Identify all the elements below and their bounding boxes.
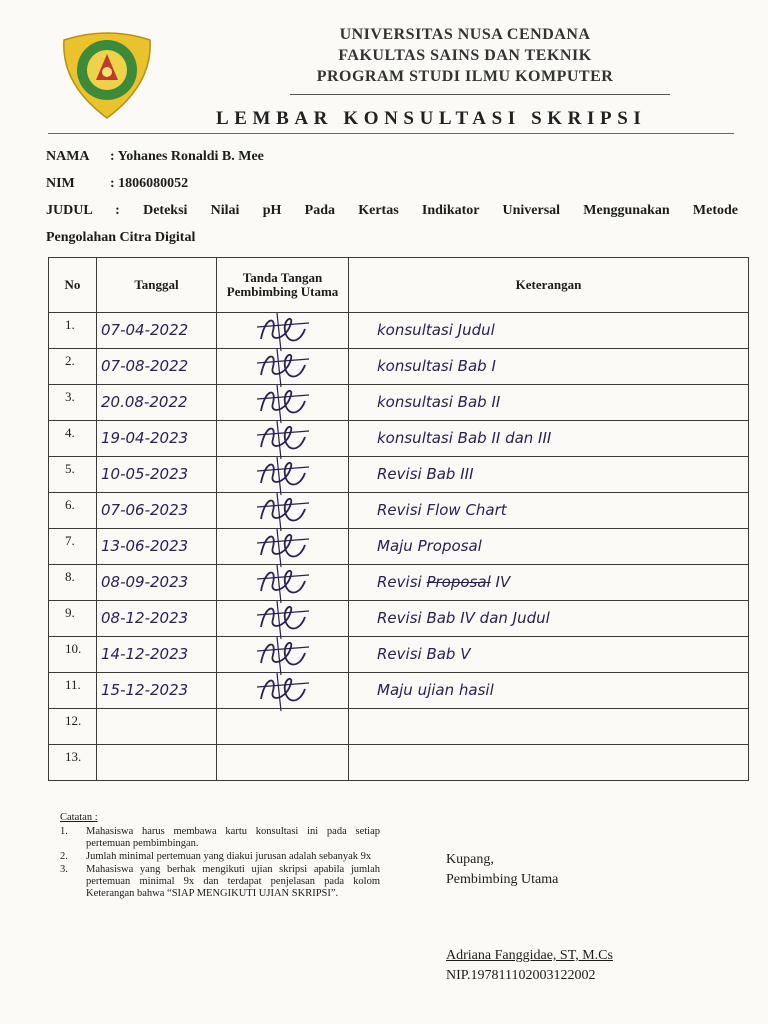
handwritten-remark: Revisi Proposal IV [377,573,511,591]
cell-remark [349,457,749,493]
header-no: No [49,258,97,313]
cell-no [49,565,97,601]
cell-no [49,385,97,421]
table-row [49,637,749,673]
row-number: 2. [65,353,75,368]
table-row [49,385,749,421]
cell-no [49,493,97,529]
faculty-name: FAKULTAS SAINS DAN TEKNIK [338,47,592,64]
cell-remark [349,673,749,709]
thesis-title-row [46,203,738,219]
cell-remark [349,385,749,421]
cell-date [97,709,217,745]
cell-remark [349,421,749,457]
document-title: LEMBAR KONSULTASI SKRIPSI [216,108,647,129]
table-row [49,673,749,709]
handwritten-date: 08-09-2023 [101,573,189,591]
cell-signature [217,601,349,637]
cell-signature [217,637,349,673]
handwritten-date: 20.08-2022 [101,393,188,411]
nim-label: NIM [46,176,75,191]
row-number: 5. [65,461,75,476]
handwritten-remark: Revisi Flow Chart [377,501,507,519]
handwritten-date: 19-04-2023 [101,429,189,447]
row-number: 1. [65,317,75,332]
notes-title: Catatan : [60,812,98,823]
cell-signature [217,529,349,565]
handwritten-date: 14-12-2023 [101,645,189,663]
title-value-line2: Pengolahan Citra Digital [46,230,196,245]
program-name: PROGRAM STUDI ILMU KOMPUTER [316,68,614,85]
table-row [49,709,749,745]
cell-date [97,673,217,709]
row-number: 3. [65,389,75,404]
title-value-line1: : Deteksi Nilai pH Pada Kertas Indikator Universal Menggunakan Metode [115,203,739,218]
row-number: 12. [65,713,82,728]
table-row [49,457,749,493]
row-number: 11. [65,677,81,692]
cell-remark [349,565,749,601]
cell-signature [217,421,349,457]
cell-date [97,745,217,781]
cell-date [97,601,217,637]
cell-date [97,457,217,493]
handwritten-date: 07-04-2022 [101,321,189,339]
cell-remark [349,493,749,529]
table-header-row [49,258,749,313]
header-date: Tanggal [97,258,217,313]
cell-remark [349,349,749,385]
table-row [49,493,749,529]
cell-no [49,601,97,637]
header-signature: Tanda Tangan Pembimbing Utama [217,258,349,313]
handwritten-date: 07-08-2022 [101,357,189,375]
handwritten-remark: konsultasi Bab I [377,357,496,375]
supervisor-nip: NIP.197811102003122002 [446,968,596,983]
row-number: 7. [65,533,75,548]
cell-signature [217,457,349,493]
struck-text: Proposal [426,573,491,591]
cell-signature [217,493,349,529]
cell-no [49,421,97,457]
row-number: 6. [65,497,75,512]
cell-signature [217,709,349,745]
cell-remark [349,313,749,349]
handwritten-date: 07-06-2023 [101,501,189,519]
cell-remark [349,637,749,673]
cell-no [49,673,97,709]
table-row [49,529,749,565]
row-number: 10. [65,641,82,656]
university-name: UNIVERSITAS NUSA CENDANA [339,26,591,43]
cell-no [49,457,97,493]
cell-date [97,349,217,385]
title-divider [48,133,734,134]
student-nim-row [46,176,188,192]
cell-remark [349,529,749,565]
cell-no [49,709,97,745]
cell-remark [349,601,749,637]
sign-place: Kupang, [446,852,494,867]
nim-value: : 1806080052 [110,176,189,191]
cell-date [97,313,217,349]
handwritten-remark: Revisi Bab V [377,645,471,663]
handwritten-remark: Maju ujian hasil [377,681,494,699]
name-value: : Yohanes Ronaldi B. Mee [110,149,264,164]
handwritten-remark: konsultasi Judul [377,321,495,339]
handwritten-remark: Maju Proposal [377,537,482,555]
cell-date [97,493,217,529]
cell-date [97,529,217,565]
handwritten-date: 10-05-2023 [101,465,189,483]
row-number: 4. [65,425,75,440]
cell-signature [217,349,349,385]
cell-date [97,385,217,421]
university-logo [56,26,158,120]
table-row [49,313,749,349]
row-number: 9. [65,605,75,620]
cell-date [97,637,217,673]
cell-signature [217,313,349,349]
table-row [49,421,749,457]
note-item: 1. Mahasiswa harus membawa kartu konsultasi ini pada setiap pertemuan pembimbingan. [60,826,380,849]
handwritten-remark: Revisi Bab IV dan Judul [377,609,550,627]
sign-role: Pembimbing Utama [446,872,559,887]
signature-mark [247,669,317,713]
name-label: NAMA [46,149,90,164]
cell-signature [217,565,349,601]
cell-no [49,349,97,385]
cell-date [97,421,217,457]
table-row [49,745,749,781]
cell-signature [217,745,349,781]
cell-date [97,565,217,601]
cell-remark [349,745,749,781]
note-item: 2. Jumlah minimal pertemuan yang diakui jurusan adalah sebanyak 9x [60,851,372,862]
title-label: JUDUL [46,203,92,218]
cell-no [49,637,97,673]
cell-remark [349,709,749,745]
note-item: 3. Mahasiswa yang berhak mengikuti ujian skripsi apabila jumlah pertemuan minimal 9x dan terdapat penjelasan pada kolom Keterangan bahwa “SIAP MENGIKUTI UJIAN SKRIPSI”. [60,864,380,899]
student-name-row [46,149,264,165]
cell-signature [217,673,349,709]
handwritten-remark: konsultasi Bab II dan III [377,429,552,447]
header-divider [290,94,670,95]
cell-no [49,745,97,781]
table-row [49,601,749,637]
handwritten-date: 13-06-2023 [101,537,189,555]
handwritten-date: 08-12-2023 [101,609,189,627]
table-row [49,565,749,601]
table-row [49,349,749,385]
cell-no [49,313,97,349]
row-number: 13. [65,749,82,764]
cell-signature [217,385,349,421]
consultation-table [48,257,749,781]
row-number: 8. [65,569,75,584]
handwritten-date: 15-12-2023 [101,681,189,699]
supervisor-name: Adriana Fanggidae, ST, M.Cs [446,948,613,963]
notes [60,812,380,900]
handwritten-remark: konsultasi Bab II [377,393,501,411]
handwritten-remark: Revisi Bab III [377,465,474,483]
cell-no [49,529,97,565]
header-remarks: Keterangan [349,258,749,313]
